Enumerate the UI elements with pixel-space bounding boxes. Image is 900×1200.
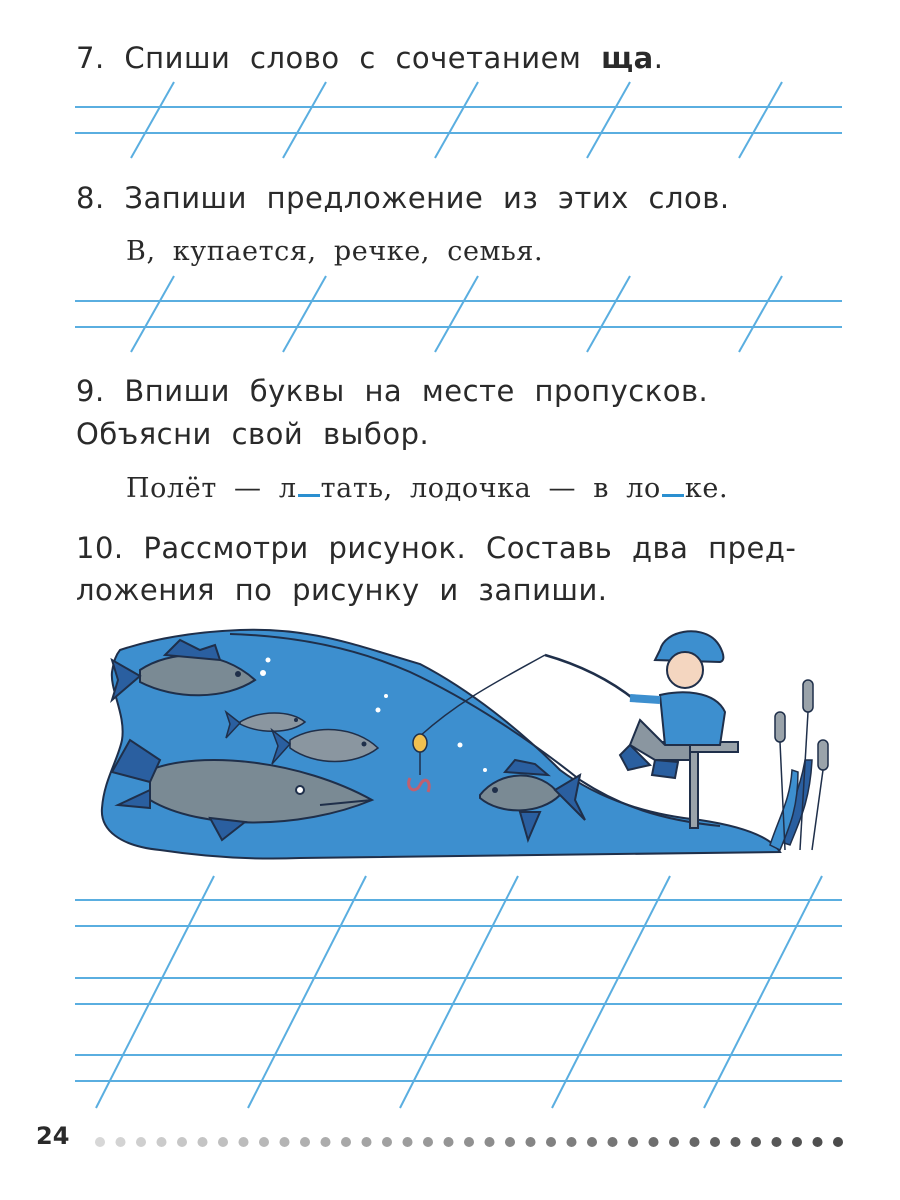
footer-dot [833, 1137, 843, 1147]
task-10-heading-line-2: ложения по рисунку и запиши. [76, 573, 608, 607]
task-9-example-part-2: тать, лодочка — в ло [320, 473, 661, 504]
footer-dot [587, 1137, 597, 1147]
footer-dot [772, 1137, 782, 1147]
footer-dot [649, 1137, 659, 1147]
footer-dot [751, 1137, 761, 1147]
footer-dot [300, 1137, 310, 1147]
footer-dot [362, 1137, 372, 1147]
reeds-icon [770, 680, 828, 850]
task-7-period: . [653, 41, 664, 75]
footer-dot [444, 1137, 454, 1147]
footer-dot [526, 1137, 536, 1147]
footer-dot [136, 1137, 146, 1147]
footer-dot [341, 1137, 351, 1147]
footer-dot [690, 1137, 700, 1147]
footer-dot-rule [94, 1135, 854, 1149]
footer-dot [177, 1137, 187, 1147]
task-7-letter-combination: ща [601, 41, 654, 75]
task-9-text-1: Впиши буквы на месте пропусков. [124, 374, 709, 408]
footer-dot [259, 1137, 269, 1147]
footer-dot [505, 1137, 515, 1147]
task-9-example-part-1: Полёт — л [126, 473, 297, 504]
footer-dot [198, 1137, 208, 1147]
task-7-number: 7. [76, 41, 105, 75]
footer-dot [239, 1137, 249, 1147]
footer-dot [157, 1137, 167, 1147]
boy-fisherman [620, 631, 725, 778]
footer-dot [710, 1137, 720, 1147]
footer-dot [669, 1137, 679, 1147]
footer-dot [464, 1137, 474, 1147]
task-9-example-part-3: ке. [684, 473, 729, 504]
footer-dot [423, 1137, 433, 1147]
task-8-words: В, купается, речке, семья. [126, 236, 544, 267]
footer-dot [116, 1137, 126, 1147]
task-9-number: 9. [76, 374, 105, 408]
footer-dot [218, 1137, 228, 1147]
task-8-number: 8. [76, 181, 105, 215]
footer-dot [567, 1137, 577, 1147]
task-9-heading-line-2: Объясни свой выбор. [76, 417, 430, 451]
footer-dot [813, 1137, 823, 1147]
footer-dot [382, 1137, 392, 1147]
footer-dot [95, 1137, 105, 1147]
footer-dot [792, 1137, 802, 1147]
footer-dot [485, 1137, 495, 1147]
task-10-text-1: Рассмотри рисунок. Составь два пред- [143, 531, 797, 565]
footer-dot [546, 1137, 556, 1147]
footer-dot [628, 1137, 638, 1147]
footer-dot [321, 1137, 331, 1147]
footer-dot [403, 1137, 413, 1147]
task-10-number: 10. [76, 531, 124, 565]
task-8-text: Запиши предложение из этих слов. [124, 181, 730, 215]
footer-dot [731, 1137, 741, 1147]
fishing-rod [545, 655, 635, 700]
footer-dot [280, 1137, 290, 1147]
task-7-text: Спиши слово с сочетанием [124, 41, 582, 75]
page-number: 24 [36, 1122, 70, 1150]
footer-dot [608, 1137, 618, 1147]
float-icon [413, 734, 427, 752]
